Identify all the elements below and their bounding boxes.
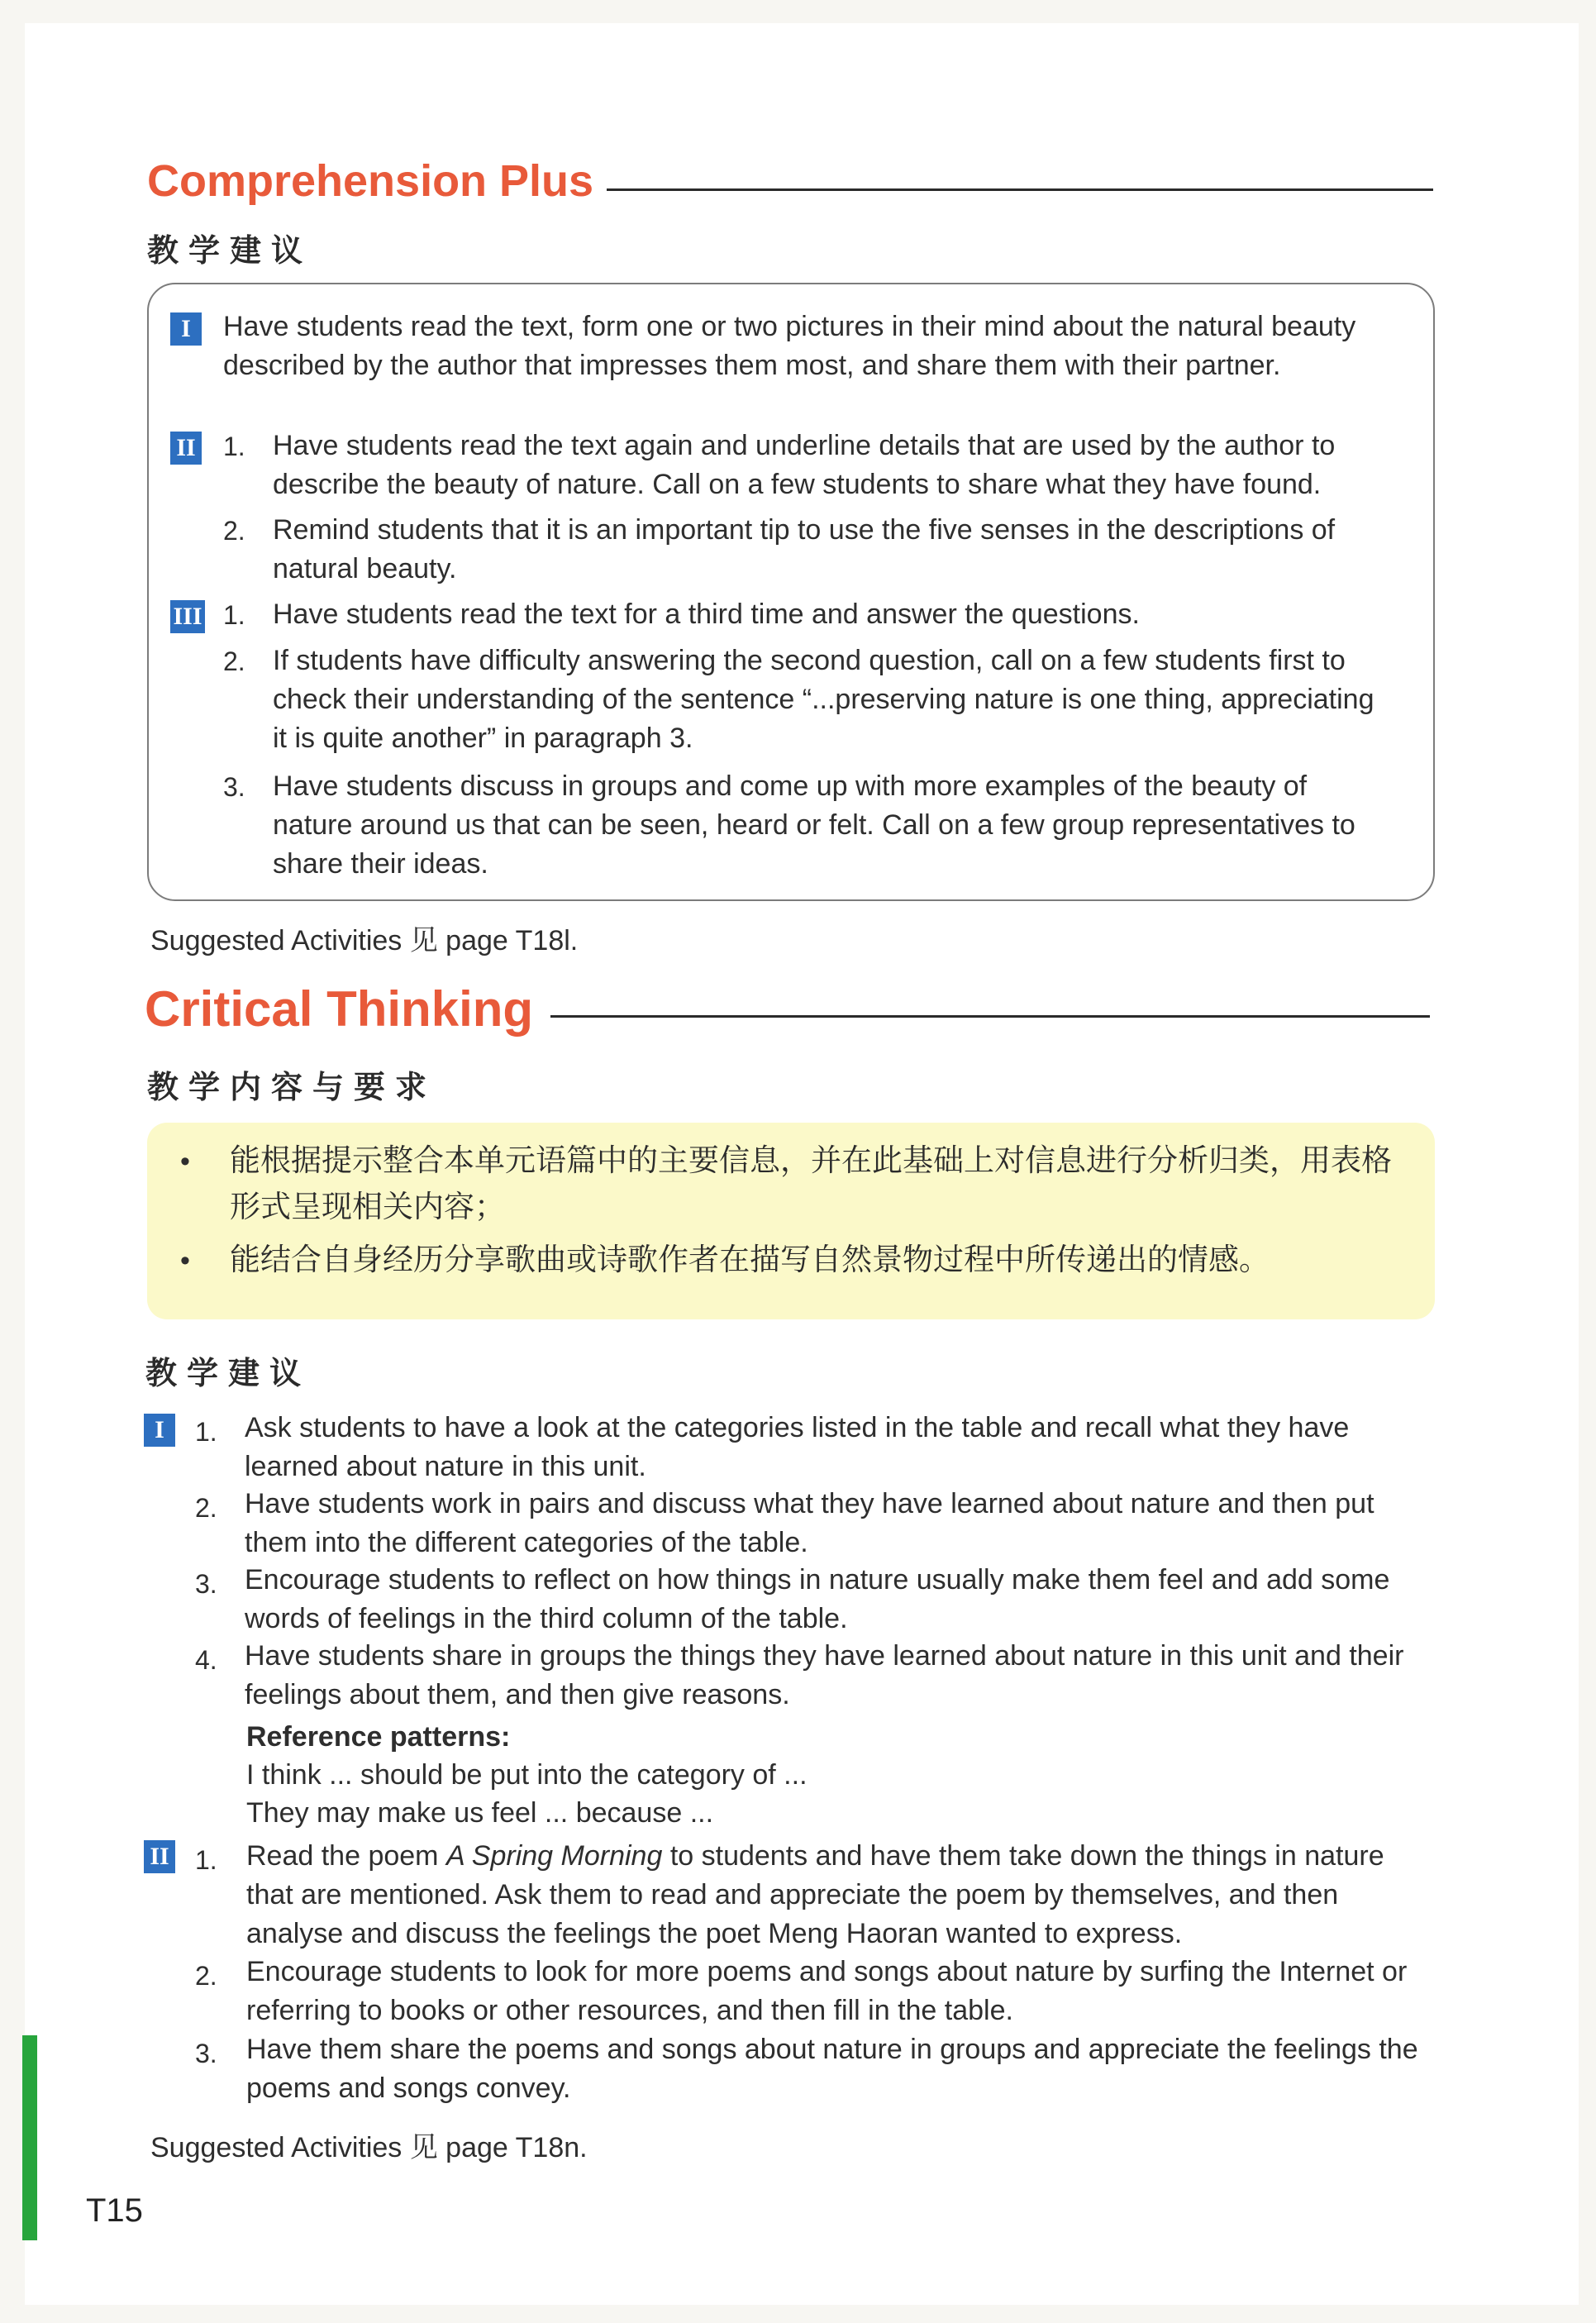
suggested-activities: Suggested Activities 见 page T18n. [150, 2132, 588, 2163]
item-text: Encourage students to look for more poems and songs about nature by surfing the Internet or referring to books or other resources, and then fill in the table. [246, 1956, 1408, 2026]
item-text: Have students discuss in groups and come up with more examples of the beauty of nature around us that can be seen, heard or felt. Call on a few group representatives to share their ideas. [273, 770, 1355, 880]
item-number: 4. [195, 1645, 217, 1675]
item-number: 3. [195, 1569, 217, 1599]
reference-pattern: They may make us feel ... because ... [246, 1797, 714, 1829]
item-number: 2. [195, 1493, 217, 1523]
item-text: Have students read the text again and underline details that are used by the author to describe the beauty of nature. Call on a few students to share what they have found. [273, 430, 1336, 500]
item-text: Ask students to have a look at the categories listed in the table and recall what they have learned about nature in this unit. [245, 1412, 1350, 1482]
item-text: Encourage students to reflect on how things in nature usually make them feel and add some words of feelings in the third column of the table. [245, 1564, 1390, 1634]
section-title-comprehension-plus: Comprehension Plus [147, 156, 594, 206]
subtitle-teaching-suggestions: 教学建议 [147, 234, 313, 269]
requirement-text: 能根据提示整合本单元语篇中的主要信息，并在此基础上对信息进行分析归类，用表格形式呈现相关内容； [230, 1142, 1392, 1224]
poem-title: A Spring Morning [445, 1840, 663, 1872]
reference-patterns-label: Reference patterns: [246, 1721, 511, 1753]
item-text-pre: Read the poem [246, 1840, 446, 1872]
bullet: • [180, 1245, 190, 1276]
subtitle-content-requirements: 教学内容与要求 [147, 1071, 437, 1105]
reference-pattern: I think ... should be put into the category of ... [246, 1759, 808, 1791]
item-text: Have students read the text, form one or two pictures in their mind about the natural beauty described by the author that impresses them most, and share them with their partner. [223, 311, 1356, 381]
section-title-critical-thinking: Critical Thinking [145, 981, 534, 1037]
requirement-text: 能结合自身经历分享歌曲或诗歌作者在描写自然景物过程中所传递出的情感。 [230, 1242, 1270, 1277]
item-number: 1. [223, 600, 245, 630]
item-text: Have them share the poems and songs about nature in groups and appreciate the feelings the poems and songs convey. [246, 2034, 1418, 2104]
item-number: 1. [195, 1417, 217, 1447]
roman-badge-ii: II [170, 432, 202, 465]
title-rule [550, 1015, 1430, 1018]
item-text-post: to students and have them take down the things in nature that are mentioned. Ask them to read and appreciate the poem by themselves, and then analyse and discuss the feelings the poet Meng Haoran wanted to express. [246, 1840, 1384, 1949]
roman-badge-ii: II [144, 1840, 175, 1873]
item-text: Have students read the text for a third time and answer the questions. [273, 599, 1140, 630]
roman-badge-i: I [170, 312, 202, 346]
subtitle-teaching-suggestions: 教学建议 [145, 1357, 312, 1391]
title-rule [607, 188, 1433, 191]
item-number: 1. [195, 1845, 217, 1875]
bullet: • [180, 1146, 190, 1177]
item-text: Have students work in pairs and discuss what they have learned about nature and then put them into the different categories of the table. [245, 1488, 1374, 1558]
item-text: Have students share in groups the things they have learned about nature in this unit and their feelings about them, and then give reasons. [245, 1640, 1404, 1710]
roman-badge-i: I [144, 1414, 175, 1447]
item-number: 2. [195, 1961, 217, 1991]
item-number: 3. [223, 772, 245, 802]
item-number: 1. [223, 432, 245, 461]
roman-badge-iii: III [170, 600, 205, 633]
side-bar [22, 2035, 37, 2240]
item-text: Remind students that it is an important tip to use the five senses in the descriptions of natural beauty. [273, 514, 1336, 584]
item-number: 2. [223, 646, 245, 676]
item-number: 2. [223, 516, 245, 546]
suggested-activities: Suggested Activities 见 page T18l. [150, 925, 579, 956]
page-number: T15 [86, 2192, 143, 2229]
item-number: 3. [195, 2039, 217, 2068]
item-text [246, 1837, 1428, 1953]
item-text: If students have difficulty answering the second question, call on a few students first to check their understanding of the sentence “...preserving nature is one thing, appreciating it is quite another” in paragraph 3. [273, 645, 1374, 754]
